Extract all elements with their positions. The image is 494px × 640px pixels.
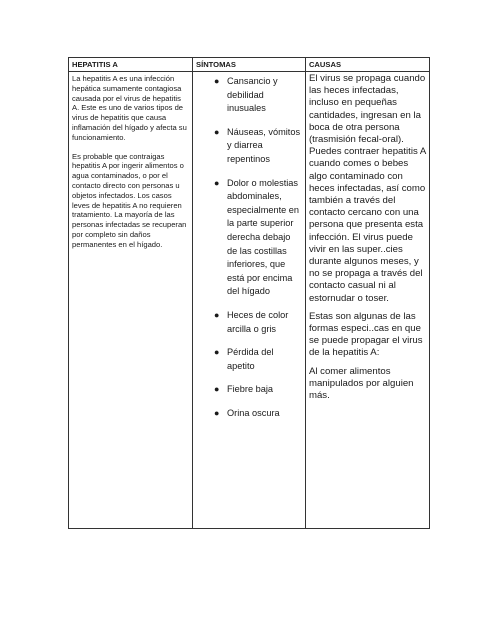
sintoma-item (214, 126, 303, 167)
header-sintomas: SÍNTOMAS (193, 58, 306, 72)
sintoma-text: Pérdida del apetito (227, 347, 274, 371)
sintoma-text: Náuseas, vómitos y diarrea repentinos (227, 126, 301, 164)
header-causas: CAUSAS (305, 58, 429, 72)
sintoma-item (214, 75, 303, 116)
bullet-icon: ● (214, 347, 220, 358)
hepatitis-cell (69, 72, 193, 529)
header-hepatitis: HEPATITIS A (69, 58, 193, 72)
hepatitis-table (68, 57, 430, 529)
sintomas-cell (193, 72, 306, 529)
sintoma-text: Dolor o molestias abdominales, especialmente en la parte superior derecha debajo de las costillas inferiores, que está por encima del hígado (227, 177, 300, 297)
sintoma-item (214, 383, 303, 397)
content-row (69, 72, 430, 529)
sintoma-text: Cansancio y debilidad inusuales (227, 76, 278, 114)
sintoma-item (214, 346, 303, 373)
sintoma-item (214, 407, 303, 421)
sintoma-text: Orina oscura (227, 407, 280, 418)
bullet-icon: ● (214, 76, 220, 86)
sintoma-text: Heces de color arcilla o gris (227, 309, 289, 334)
bullet-icon: ● (214, 309, 220, 320)
sintoma-text: Fiebre baja (227, 384, 273, 395)
bullet-icon: ● (214, 384, 220, 395)
header-row (69, 58, 430, 72)
causas-paragraph: Al comer alimentos manipulados por alguien más. (308, 365, 414, 402)
sintomas-list (193, 75, 303, 420)
causas-paragraph: Estas son algunas de las formas especi..cas en que se puede propagar el virus de la hepatitis A: (308, 310, 423, 359)
hepatitis-paragraph: La hepatitis A es una infección hepática sumamente contagiosa causada por el virus de hepatitis A. Este es uno de varios tipos de virus de hepatitis que causa inflamación del hígado y afecta su funcionamiento. (72, 74, 187, 142)
hepatitis-paragraph: Es probable que contraigas hepatitis A por ingerir alimentos o agua contaminados, o por el contacto directo con personas u objetos infectados. Los casos leves de hepatitis A no requieren tratamiento. La mayoría de las personas infectadas se recuperan por completo sin daños permanentes en el hígado. (72, 151, 187, 249)
bullet-icon: ● (214, 177, 220, 188)
bullet-icon: ● (214, 126, 220, 137)
bullet-icon: ● (214, 407, 220, 418)
causas-cell (305, 72, 429, 529)
causas-paragraph: El virus se propaga cuando las heces infectadas, incluso en pequeñas cantidades, ingresan en la boca de otra persona (trasmisión fecal-oral). Puedes contraer hepatitis A cuando comes o bebes algo contaminado con heces infectadas, así como también a través del contacto cercano con una persona que presenta esta infección. El virus puede vivir en las super..cies durante algunos meses, y no se propaga a través del contacto casual ni al estornudar o toser. (308, 73, 426, 304)
sintoma-item (214, 309, 303, 336)
sintoma-item (214, 177, 303, 299)
